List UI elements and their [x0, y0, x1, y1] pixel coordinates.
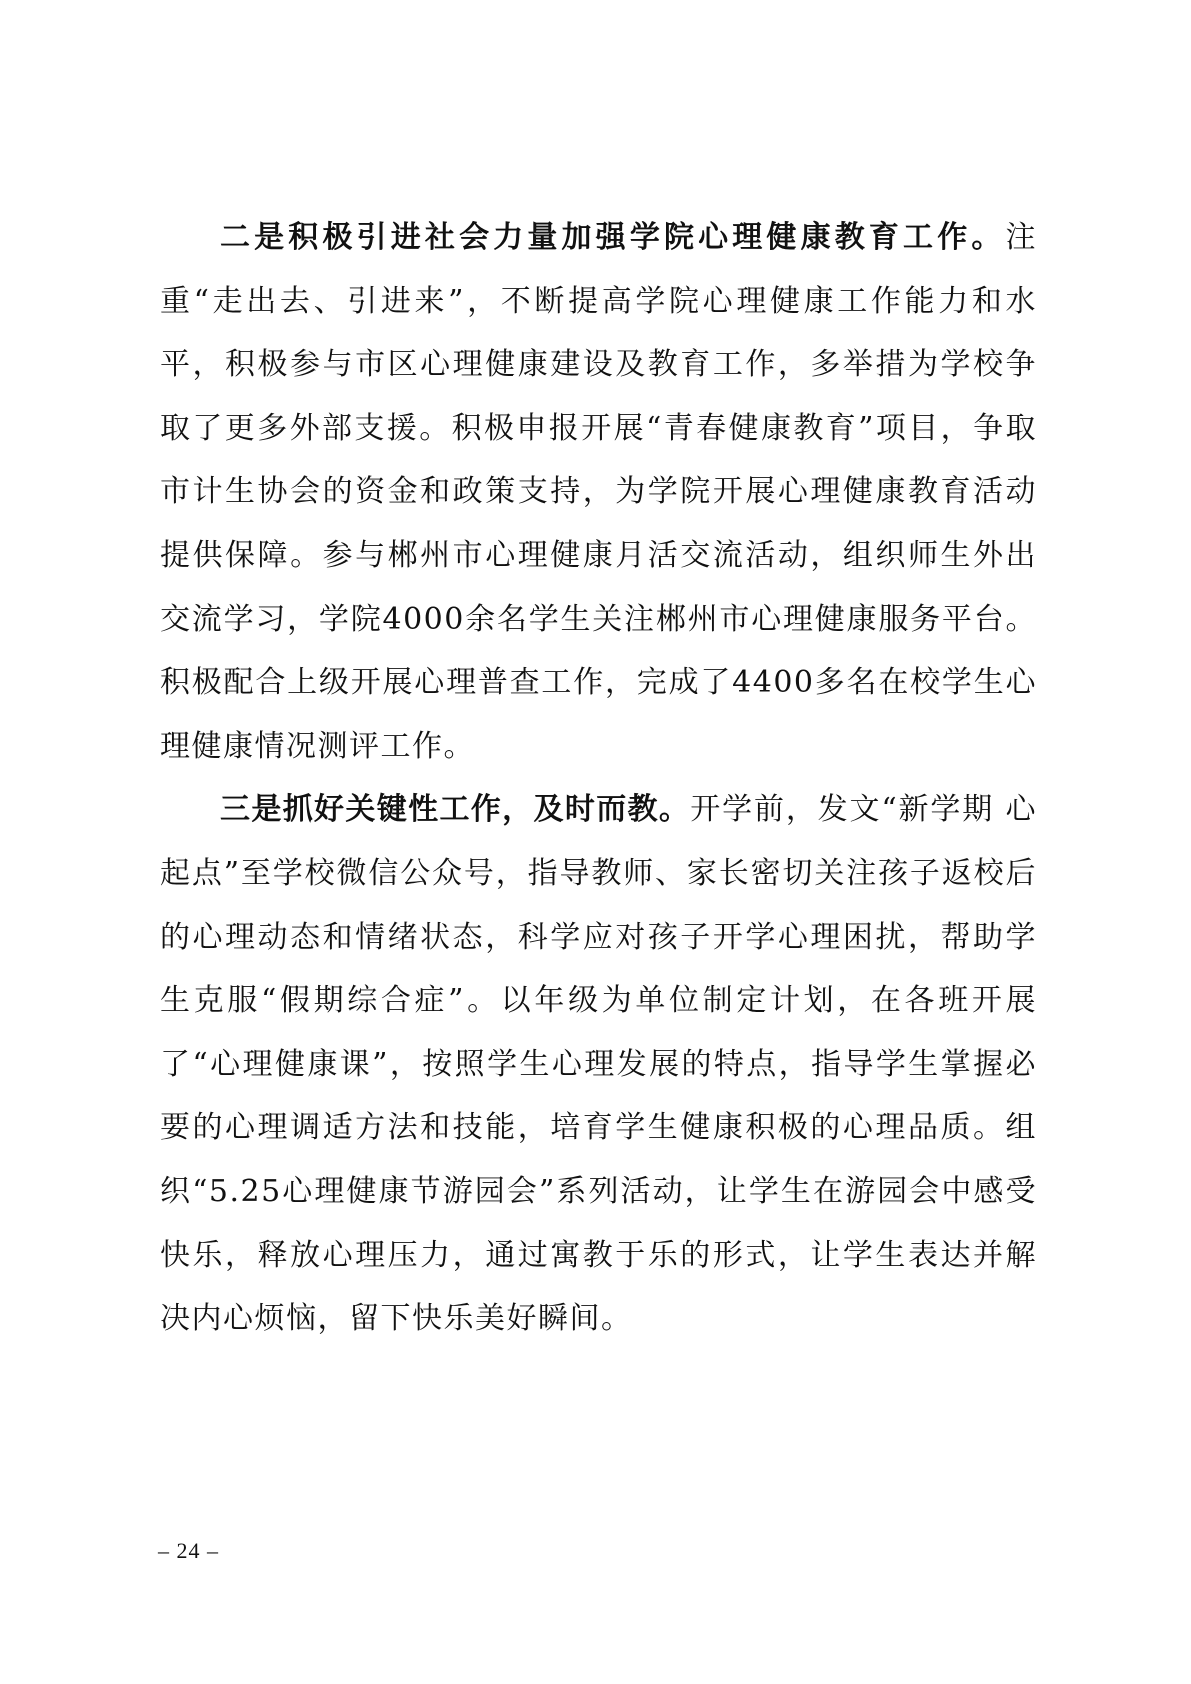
paragraph-2 [160, 206, 1037, 778]
paragraph-text: 开学前，发文“新学期 心起点”至学校微信公众号，指导教师、家长密切关注孩子返校后的心理动态和情绪状态，科学应对孩子开学心理困扰，帮助学生克服“假期综合症”。以年级为单位制定计划，在各班开展了“心理健康课”，按照学生心理发展的特点，指导学生掌握必要的心理调适方法和技能，培育学生健康积极的心理品质。组织“5.25心理健康节游园会”系列活动，让学生在游园会中感受快乐，释放心理压力，通过寓教于乐的形式，让学生表达并解决内心烦恼，留下快乐美好瞬间。 [160, 792, 1037, 1337]
paragraph-text: 注重“走出去、引进来”，不断提高学院心理健康工作能力和水平，积极参与市区心理健康建设及教育工作，多举措为学校争取了更多外部支援。积极申报开展“青春健康教育”项目，争取市计生协会的资金和政策支持，为学院开展心理健康教育活动提供保障。参与郴州市心理健康月活交流活动，组织师生外出交流学习，学院4000余名学生关注郴州市心理健康服务平台。积极配合上级开展心理普查工作，完成了4400多名在校学生心理健康情况测评工作。 [160, 220, 1037, 764]
paragraph-lead: 三是抓好关键性工作，及时而教。 [220, 792, 691, 828]
paragraph-3 [160, 778, 1037, 1350]
page-number: – 24 – [158, 1538, 219, 1563]
paragraph-lead: 二是积极引进社会力量加强学院心理健康教育工作。 [220, 220, 1006, 255]
document-body [160, 206, 1037, 1351]
